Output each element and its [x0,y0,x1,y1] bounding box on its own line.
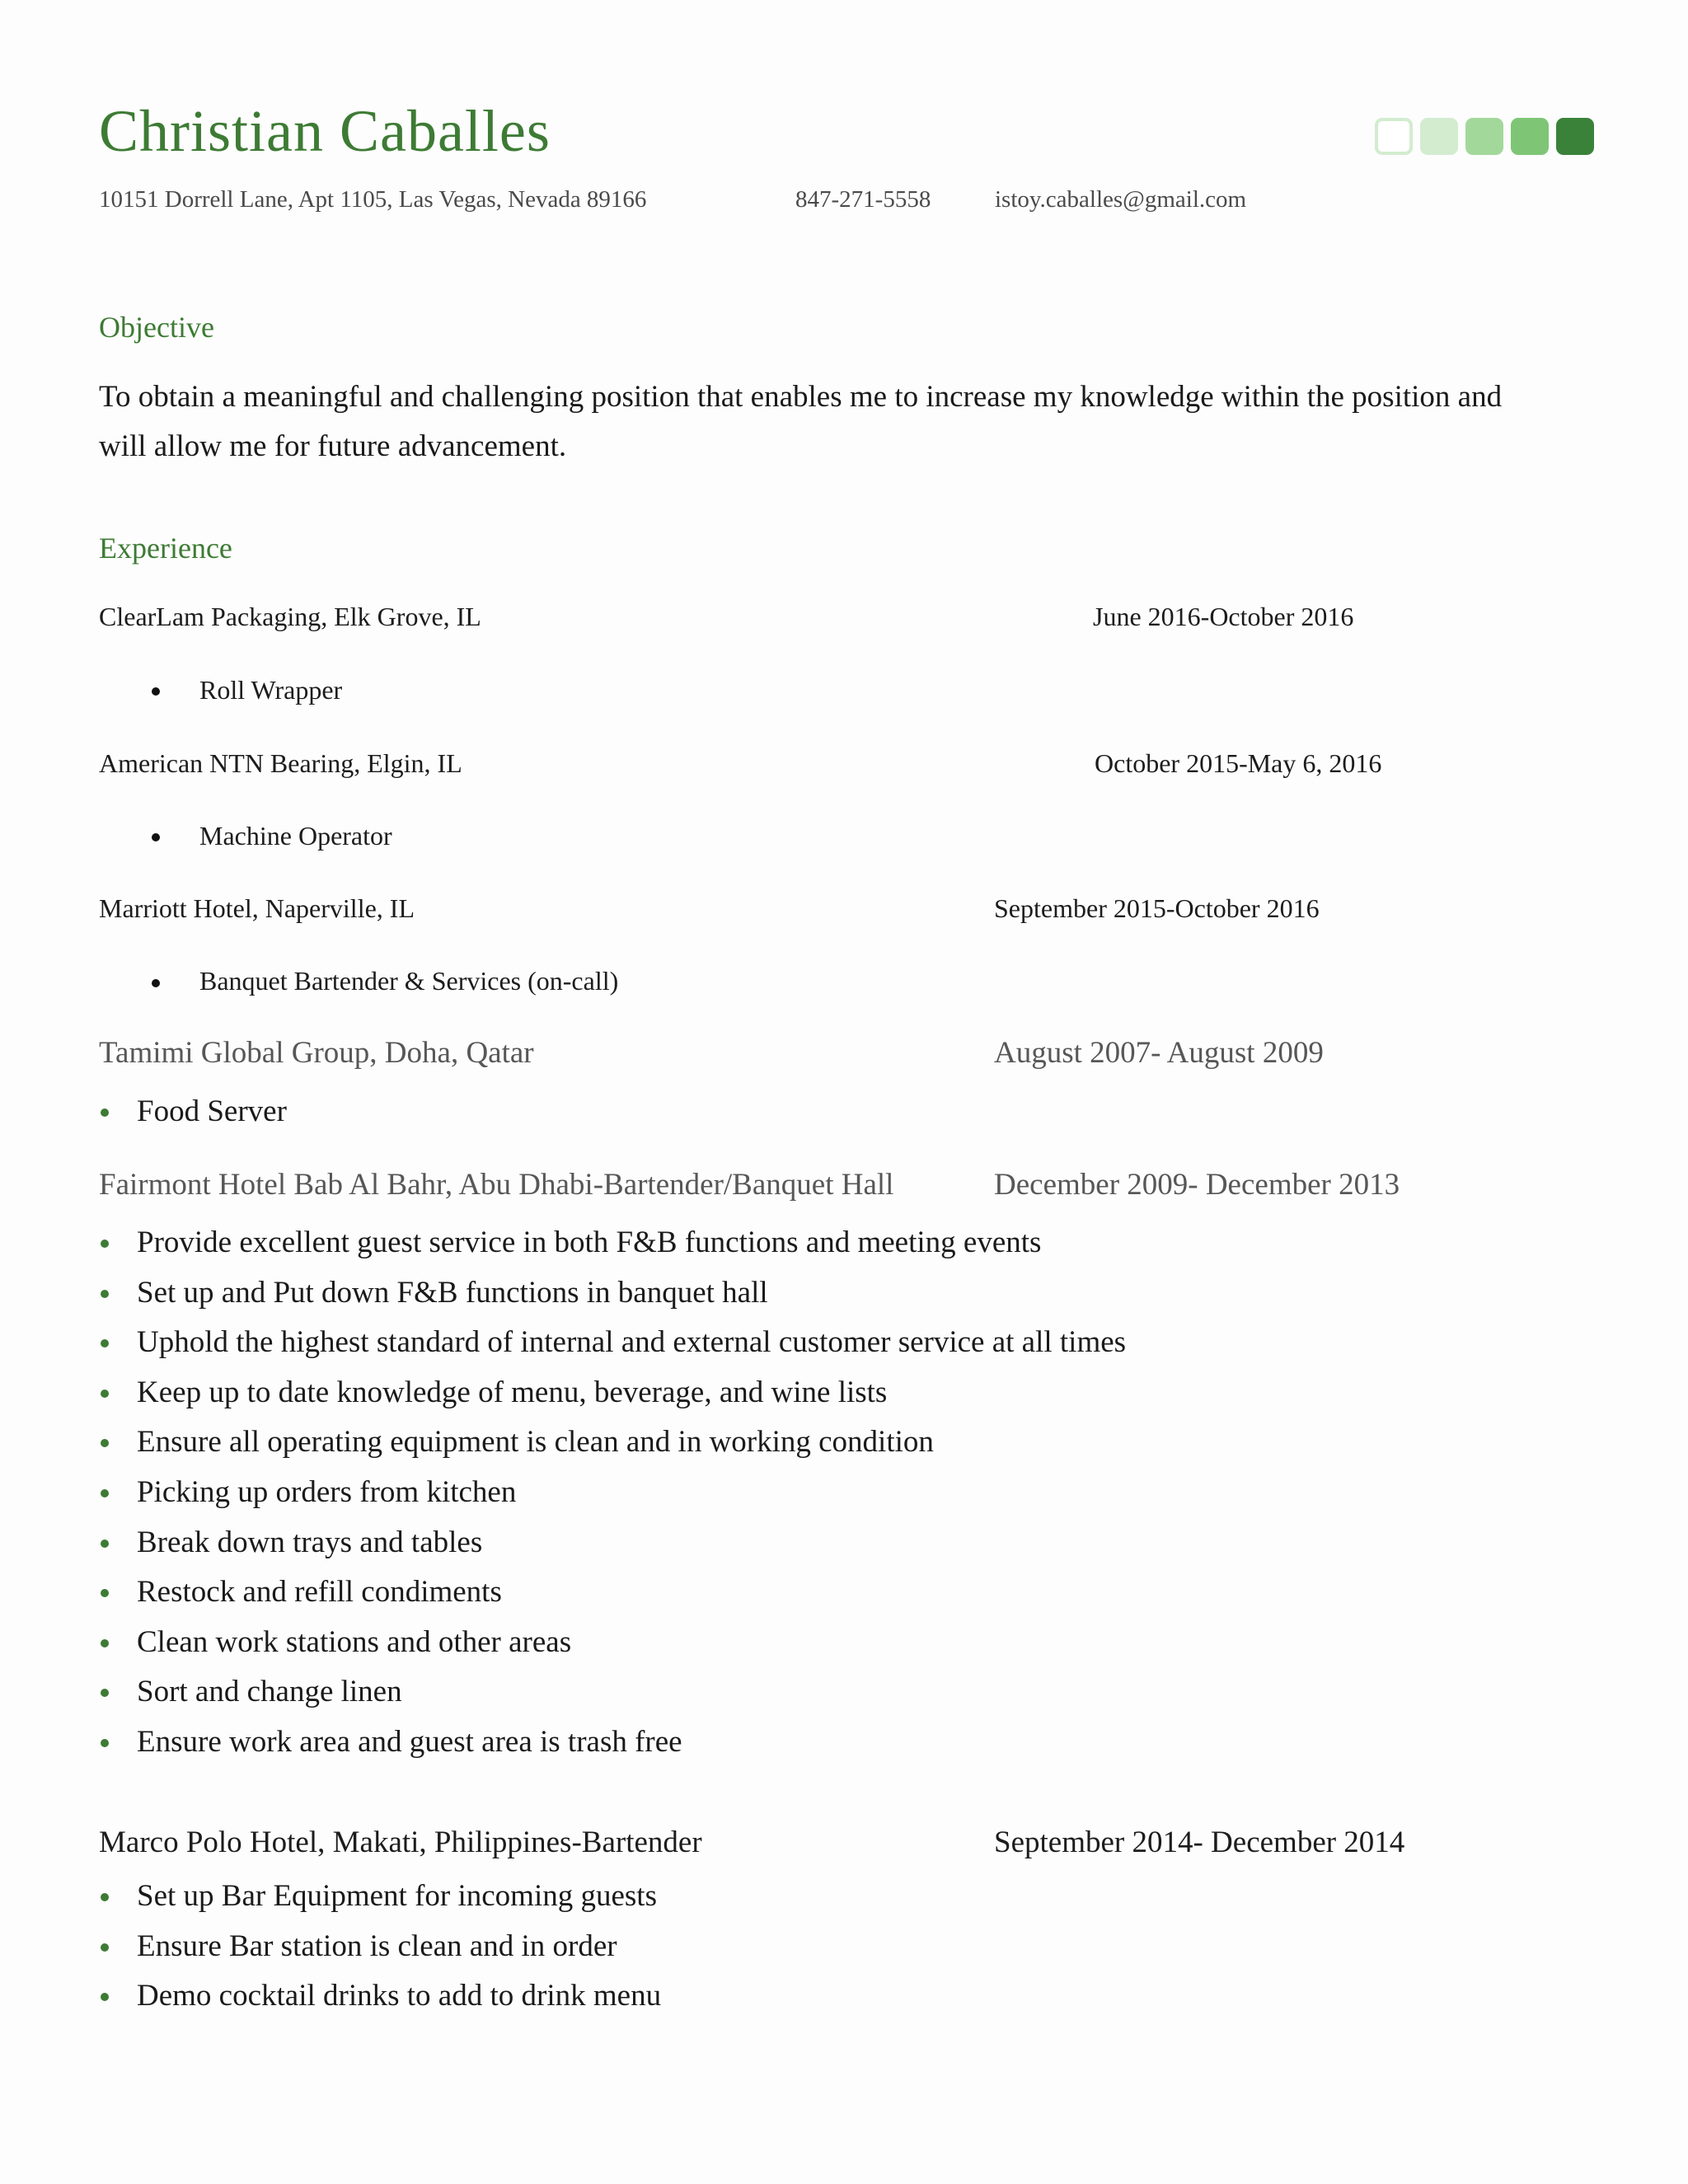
bullet-dot [152,979,160,987]
bullet-dot [101,1993,109,2001]
resume-name: Christian Caballes [99,98,551,164]
contact-email: istoy.caballes@gmail.com [995,186,1247,213]
bullet-dot [101,1943,109,1952]
bullet-dot [101,1689,109,1697]
job-company: Marco Polo Hotel, Makati, Philippines-Bartender [99,1825,702,1859]
bullet-dot [101,1589,109,1597]
list-item: Demo cocktail drinks to add to drink menu [99,1971,661,2022]
list-item: Ensure all operating equipment is clean and in working condition [99,1418,1126,1468]
list-item: Uphold the highest standard of internal and external customer service at all times [99,1318,1126,1368]
list-item: Ensure work area and guest area is trash free [99,1718,1126,1768]
accent-square [1511,118,1549,155]
bullet-dot [101,1893,109,1901]
job-duty: Roll Wrapper [199,675,343,705]
bullet-dot [101,1739,109,1747]
job-dates: September 2015-October 2016 [994,893,1320,923]
bullet-dot [101,1639,109,1647]
bullet-dot [152,833,160,841]
list-item: Food Server [99,1087,287,1137]
bullet-dot [101,1290,109,1298]
list-item: Sort and change linen [99,1667,1126,1718]
objective-heading: Objective [99,311,214,344]
bullet-dot [101,1540,109,1548]
objective-text: To obtain a meaningful and challenging position that enables me to increase my knowledge within the position and will allow me for future advancement. [99,380,1503,463]
list-item: Restock and refill condiments [99,1568,1126,1618]
bullet-dot [101,1390,109,1398]
list-item: Set up Bar Equipment for incoming guests [99,1872,661,1922]
list-item: Ensure Bar station is clean and in order [99,1922,661,1972]
job-dates: June 2016-October 2016 [1093,602,1354,631]
list-item: Keep up to date knowledge of menu, beverage, and wine lists [99,1368,1126,1418]
experience-heading: Experience [99,532,232,565]
accent-square [1375,118,1413,155]
accent-square [1420,118,1458,155]
bullet-dot [101,1240,109,1248]
bullet-dot [101,1489,109,1497]
contact-phone: 847-271-5558 [795,186,931,213]
job-dates: December 2009- December 2013 [994,1168,1400,1202]
bullet-dot [101,1108,109,1117]
duty-list [99,1872,661,2022]
bullet-dot [152,687,160,696]
list-item: Set up and Put down F&B functions in banquet hall [99,1268,1126,1319]
job-company: American NTN Bearing, Elgin, IL [99,748,462,778]
job-company: Marriott Hotel, Naperville, IL [99,893,415,923]
duty-list [99,1087,287,1137]
list-item: Clean work stations and other areas [99,1618,1126,1668]
job-company: Tamimi Global Group, Doha, Qatar [99,1036,534,1070]
list-item: Break down trays and tables [99,1518,1126,1568]
job-duty: Banquet Bartender & Services (on-call) [199,966,619,996]
job-company: ClearLam Packaging, Elk Grove, IL [99,602,481,631]
job-dates: September 2014- December 2014 [994,1825,1405,1859]
list-item: Picking up orders from kitchen [99,1468,1126,1518]
contact-address: 10151 Dorrell Lane, Apt 1105, Las Vegas, Nevada 89166 [99,186,647,213]
job-duty: Machine Operator [199,821,392,851]
job-dates: August 2007- August 2009 [994,1036,1324,1070]
accent-square [1465,118,1503,155]
job-company: Fairmont Hotel Bab Al Bahr, Abu Dhabi-Bartender/Banquet Hall [99,1168,894,1202]
bullet-dot [101,1439,109,1447]
accent-squares [1375,118,1594,155]
duty-list [99,1218,1126,1768]
bullet-dot [101,1339,109,1347]
accent-square [1556,118,1594,155]
list-item: Provide excellent guest service in both F&B functions and meeting events [99,1218,1126,1268]
job-dates: October 2015-May 6, 2016 [1095,748,1382,778]
